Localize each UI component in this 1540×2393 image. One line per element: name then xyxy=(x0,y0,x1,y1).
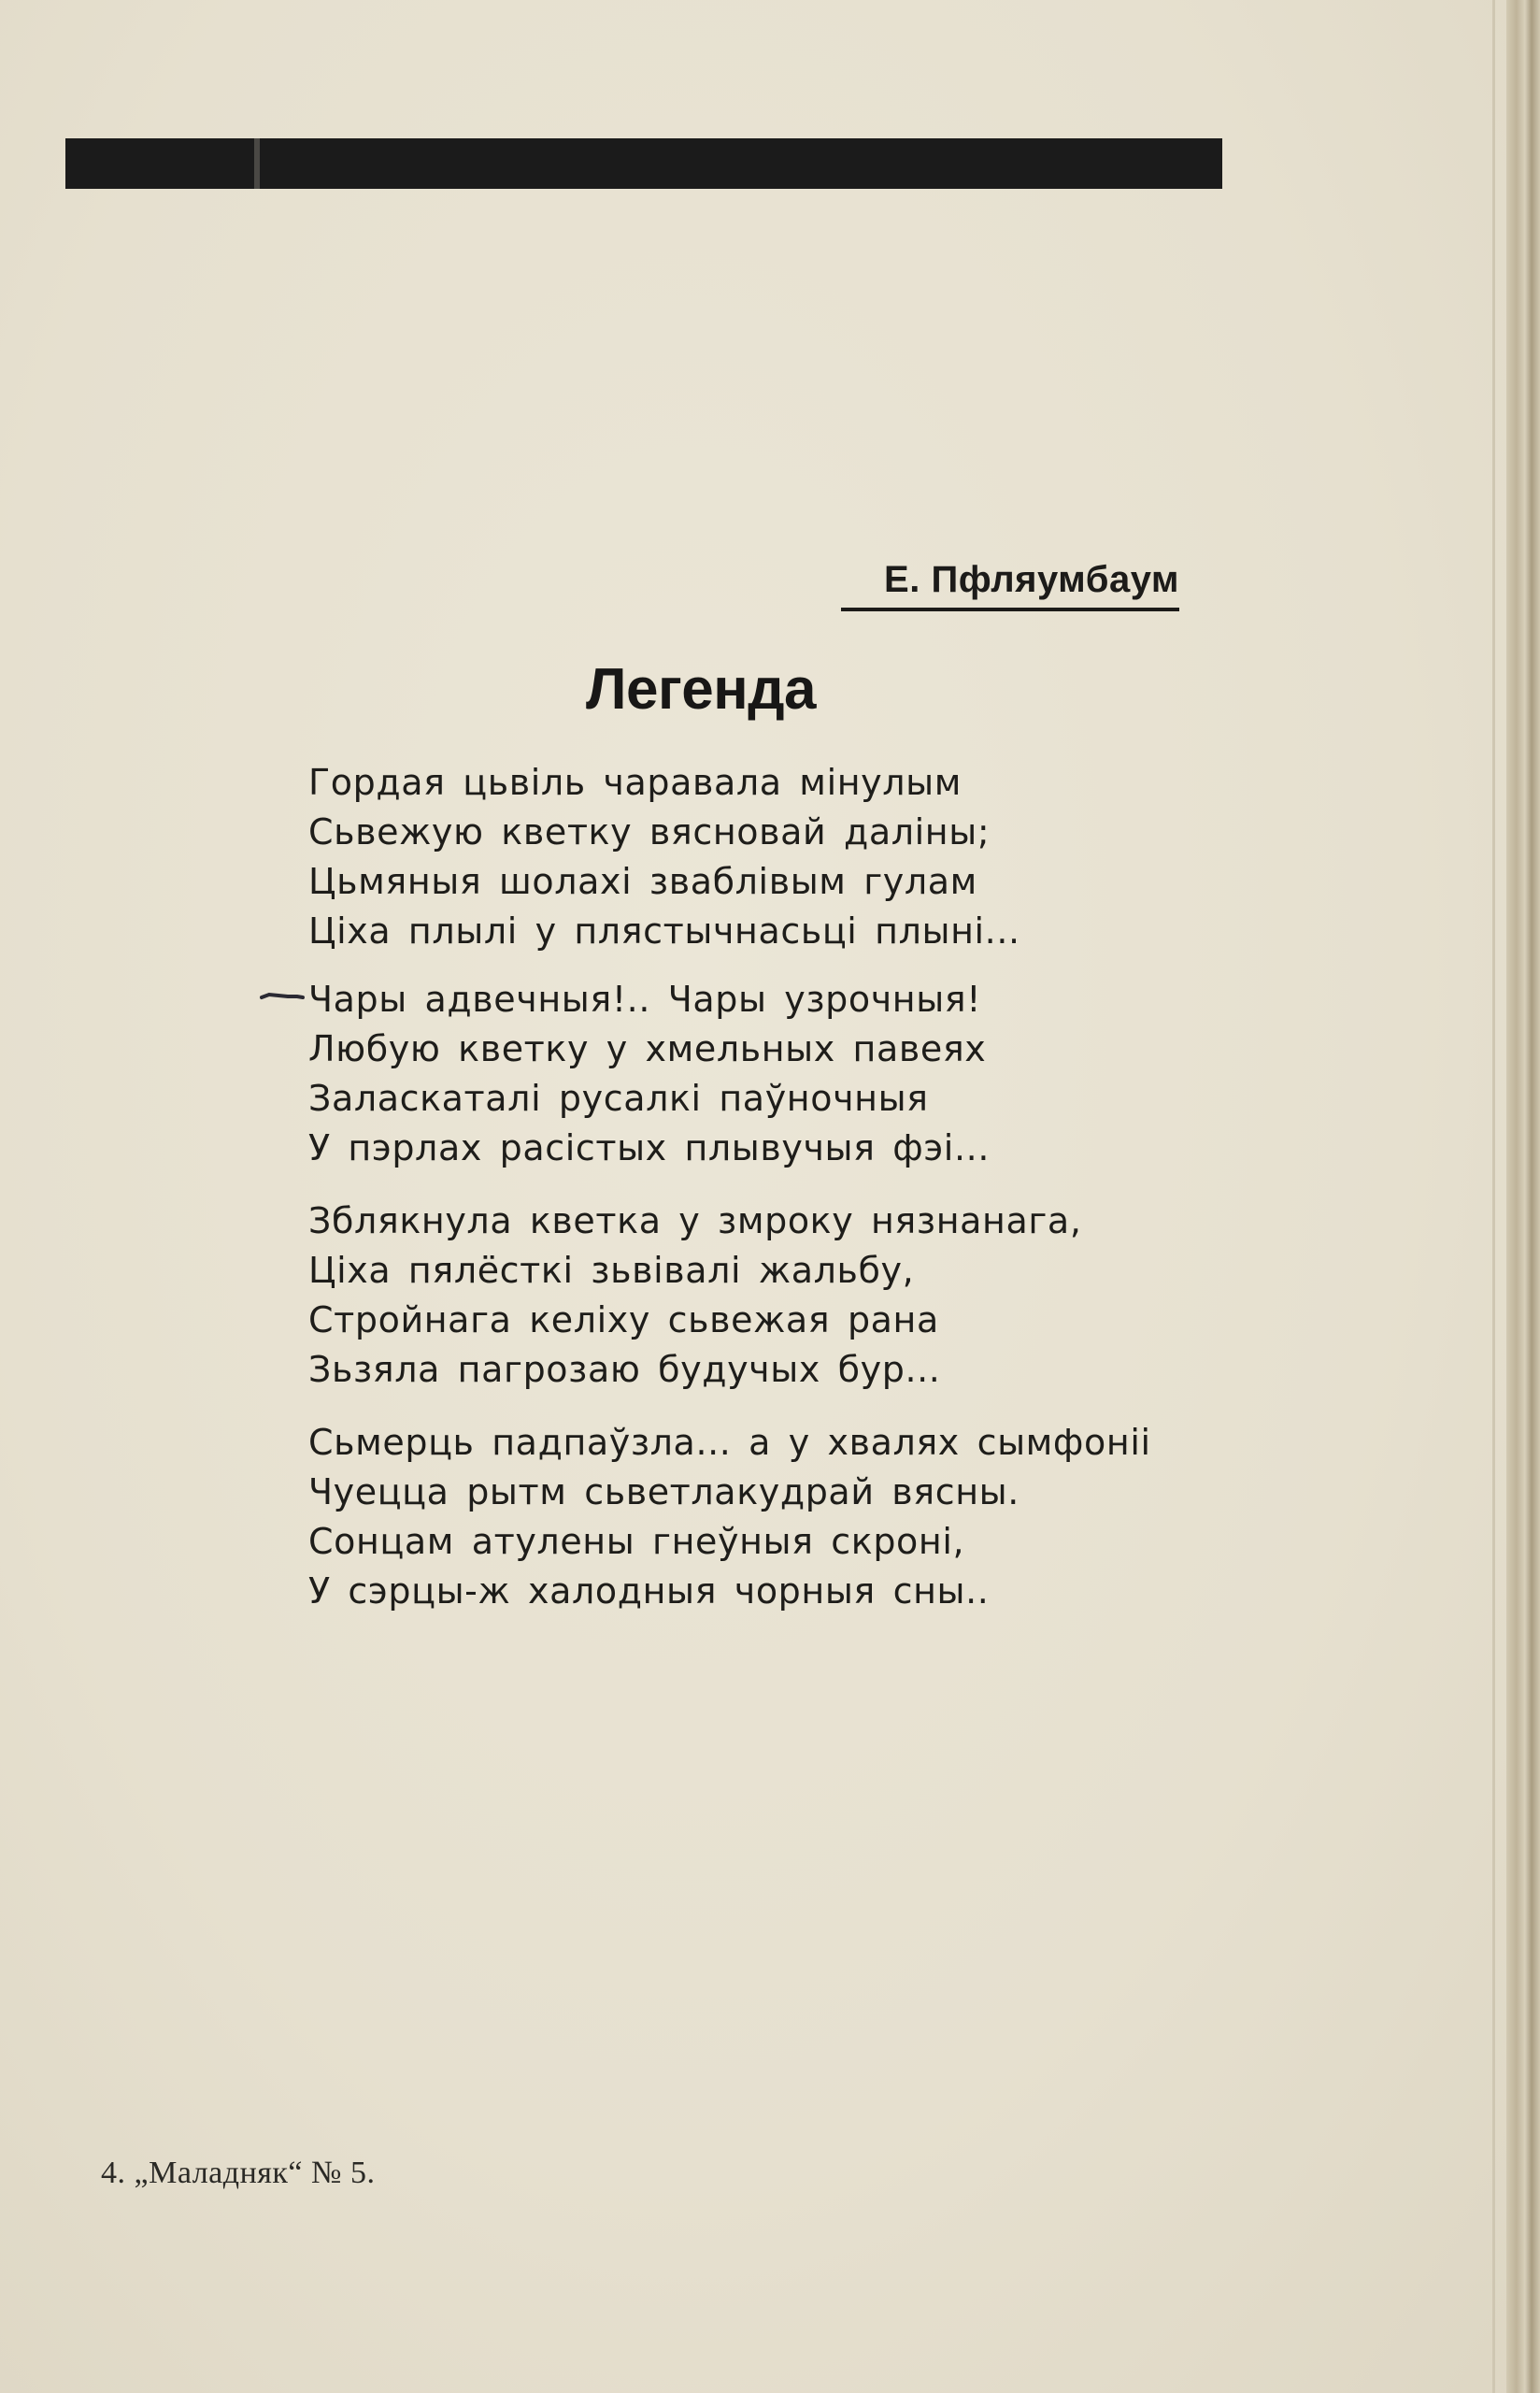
poem-line: Заласкаталі русалкі паўночныя xyxy=(308,1078,929,1119)
margin-pencil-mark xyxy=(260,991,305,1002)
poem-line: Сонцам атулены гнеўныя скроні, xyxy=(308,1521,965,1562)
poem-line: У сэрцы-ж халодныя чорныя сны.. xyxy=(308,1570,990,1612)
page-footer-signature: 4. „Маладняк“ № 5. xyxy=(101,2156,376,2190)
poem-line: Ціха пялёсткі зьвівалі жальбу, xyxy=(308,1250,915,1291)
poem-line: Чары адвечныя!.. Чары узрочныя! xyxy=(308,979,982,1020)
top-decorative-rule xyxy=(65,138,1222,189)
stanza-4 xyxy=(308,1418,1149,1616)
poem-line: Цьмяныя шолахі зваблівым гулам xyxy=(308,861,977,902)
stanza-3 xyxy=(308,1196,1149,1395)
poem-line: Гордая цьвіль чаравала мінулым xyxy=(308,762,962,803)
book-page-edge xyxy=(1506,0,1540,2393)
poem-line: Чуецца рытм сьветлакудрай вясны. xyxy=(308,1471,1020,1512)
poem-line: Любую кветку у хмельных павеях xyxy=(308,1028,987,1069)
poem-line: У пэрлах расістых плывучыя фэі... xyxy=(308,1127,991,1168)
poem-line: Сьвежую кветку вясновай даліны; xyxy=(308,811,991,853)
author-name: Е. Пфляумбаум xyxy=(884,559,1179,600)
top-rule-break xyxy=(254,138,260,189)
poem-line: Зьзяла пагрозаю будучых бур... xyxy=(308,1349,941,1390)
author-underline xyxy=(841,608,1179,611)
poem-line: Сьмерць падпаўзла... а у хвалях сымфоніі xyxy=(308,1422,1151,1463)
stanza-1 xyxy=(308,758,1149,956)
poem-line: Стройнага келіху сьвежая рана xyxy=(308,1299,939,1340)
poem-line: Зблякнула кветка у змроку нязнанага, xyxy=(308,1200,1082,1241)
poem-line: Ціха плылі у плястычнасьці плыні... xyxy=(308,910,1020,952)
poem-title: Легенда xyxy=(585,657,817,722)
page-edge-line xyxy=(1492,0,1495,2393)
stanza-2 xyxy=(308,975,1149,1173)
